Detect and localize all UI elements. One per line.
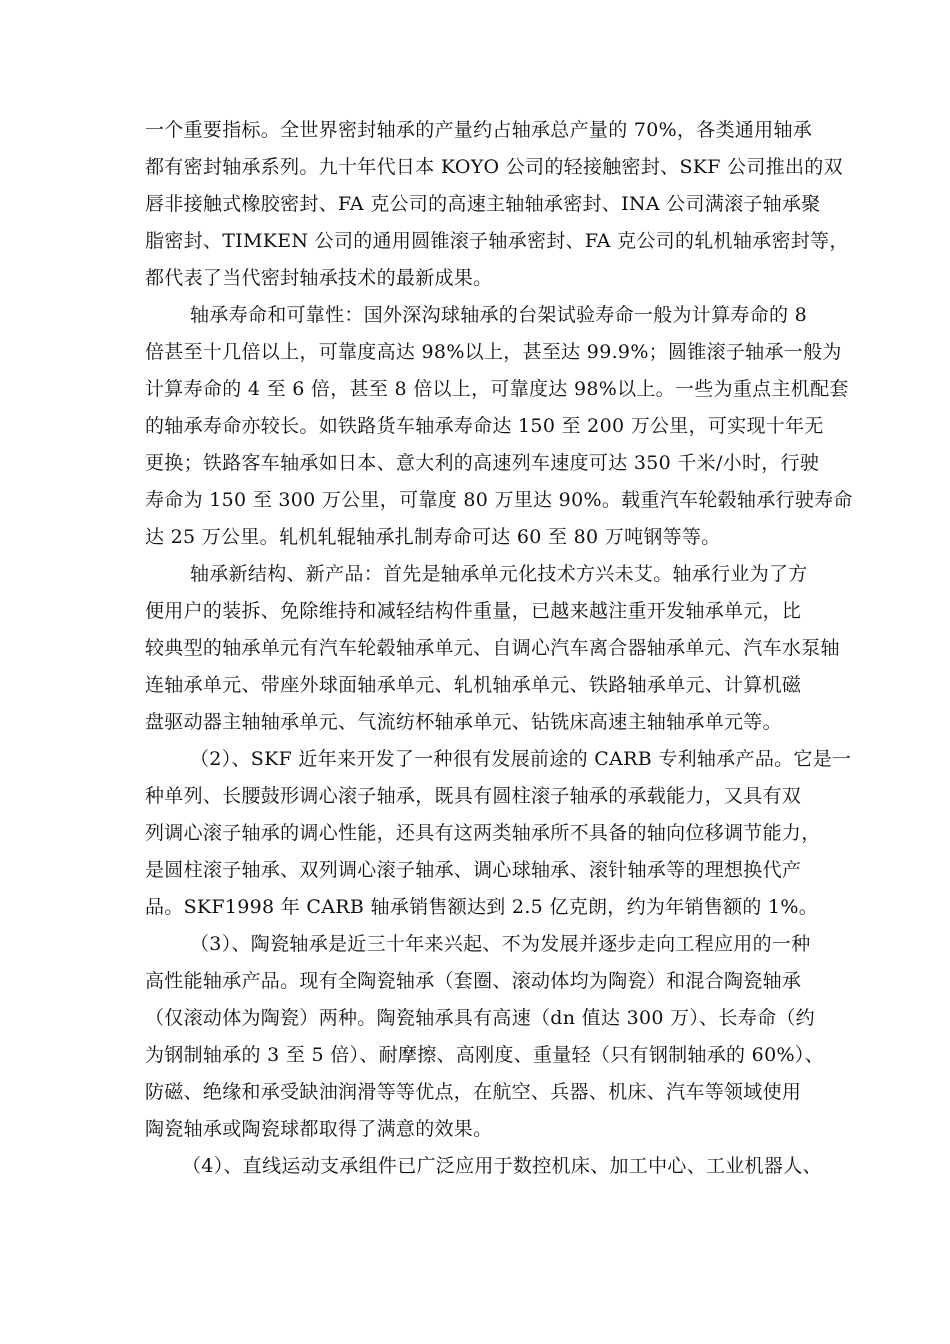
text-line: 达 25 万公里。轧机轧辊轴承扎制寿命可达 60 至 80 万吨钢等等。 [145, 526, 721, 548]
text-line: 较典型的轴承单元有汽车轮毂轴承单元、自调心汽车离合器轴承单元、汽车水泵轴 [145, 637, 840, 659]
text-line: 陶瓷轴承或陶瓷球都取得了满意的效果。 [145, 1118, 493, 1140]
text-line: （仅滚动体为陶瓷）两种。陶瓷轴承具有高速（dn 值达 300 万）、长寿命（约 [145, 1007, 815, 1029]
text-line: 便用户的装拆、免除维持和减轻结构件重量，已越来越注重开发轴承单元，比 [145, 600, 802, 622]
text-line: 计算寿命的 4 至 6 倍，甚至 8 倍以上，可靠度达 98%以上。一些为重点主机配套 [145, 378, 849, 400]
text-line: 连轴承单元、带座外球面轴承单元、轧机轴承单元、铁路轴承单元、计算机磁 [145, 674, 802, 696]
text-line: 品。SKF1998 年 CARB 轴承销售额达到 2.5 亿克朗，约为年销售额的 1%。 [145, 896, 819, 918]
paragraph-first-line: （3）、陶瓷轴承是近三十年来兴起、不为发展并逐步走向工程应用的一种 [190, 933, 811, 955]
text-line: 是圆柱滚子轴承、双列调心滚子轴承、调心球轴承、滚针轴承等的理想换代产 [145, 859, 802, 881]
paragraph-first-line: 轴承寿命和可靠性：国外深沟球轴承的台架试验寿命一般为计算寿命的 8 [190, 304, 808, 326]
text-line: 种单列、长腰鼓形调心滚子轴承，既具有圆柱滚子轴承的承载能力，又具有双 [145, 785, 802, 807]
text-line: 寿命为 150 至 300 万公里，可靠度 80 万里达 90%。载重汽车轮毂轴承行驶寿命 [145, 489, 853, 511]
text-line: 防磁、绝缘和承受缺油润滑等等优点，在航空、兵器、机床、汽车等领域使用 [145, 1081, 802, 1103]
paragraph-first-line: （2）、SKF 近年来开发了一种很有发展前途的 CARB 专利轴承产品。它是一 [190, 748, 852, 770]
text-line: 脂密封、TIMKEN 公司的通用圆锥滚子轴承密封、FA 克公司的轧机轴承密封等， [145, 230, 849, 252]
text-line: 倍甚至十几倍以上，可靠度高达 98%以上，甚至达 99.9%；圆锥滚子轴承一般为 [145, 341, 842, 363]
text-line: 的轴承寿命亦较长。如铁路货车轴承寿命达 150 至 200 万公里，可实现十年无 [145, 415, 824, 437]
text-line: 列调心滚子轴承的调心性能，还具有这两类轴承所不具备的轴向位移调节能力， [145, 822, 821, 844]
paragraph-first-line: （4）、直线运动支承组件已广泛应用于数控机床、加工中心、工业机器人、 [182, 1155, 822, 1177]
paragraph-first-line: 轴承新结构、新产品：首先是轴承单元化技术方兴未艾。轴承行业为了方 [190, 563, 808, 585]
text-line: 为钢制轴承的 3 至 5 倍）、耐摩擦、高刚度、重量轻（只有钢制轴承的 60%）、 [145, 1044, 824, 1066]
text-line: 一个重要指标。全世界密封轴承的产量约占轴承总产量的 70%，各类通用轴承 [145, 119, 813, 141]
text-line: 都代表了当代密封轴承技术的最新成果。 [145, 267, 493, 289]
text-line: 盘驱动器主轴轴承单元、气流纺杯轴承单元、钻铣床高速主轴轴承单元等。 [145, 711, 782, 733]
text-line: 更换；铁路客车轴承如日本、意大利的高速列车速度可达 350 千米/小时，行驶 [145, 452, 820, 474]
text-line: 唇非接触式橡胶密封、FA 克公司的高速主轴轴承密封、INA 公司满滚子轴承聚 [145, 193, 821, 215]
text-line: 都有密封轴承系列。九十年代日本 KOYO 公司的轻接触密封、SKF 公司推出的双 [145, 156, 843, 178]
text-line: 高性能轴承产品。现有全陶瓷轴承（套圈、滚动体均为陶瓷）和混合陶瓷轴承 [145, 970, 802, 992]
